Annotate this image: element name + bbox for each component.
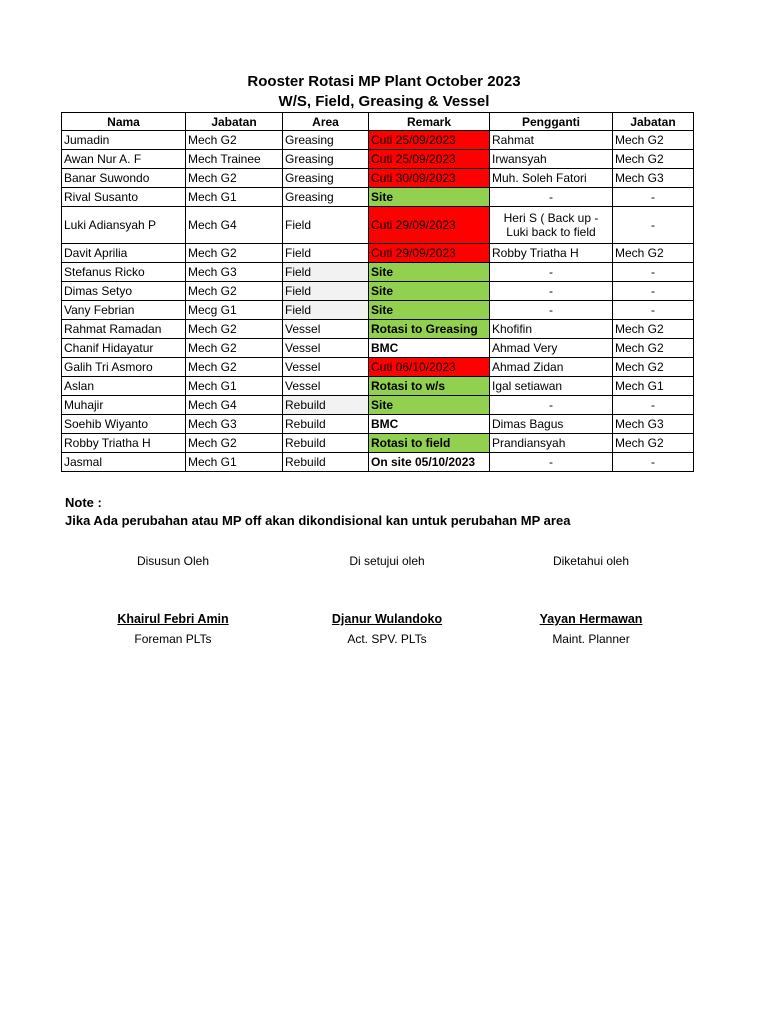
cell-jabatan-pengganti: Mech G2 [613, 358, 694, 377]
cell-nama: Aslan [62, 377, 186, 396]
cell-area: Rebuild [283, 453, 369, 472]
cell-remark: Cuti 06/10/2023 [369, 358, 490, 377]
signature-caption-diketahui: Diketahui oleh [552, 554, 630, 568]
cell-pengganti: - [490, 282, 613, 301]
cell-pengganti: Rahmat [490, 131, 613, 150]
cell-remark: Site [369, 282, 490, 301]
cell-nama: Jumadin [62, 131, 186, 150]
cell-nama: Robby Triatha H [62, 434, 186, 453]
table-row [62, 358, 694, 377]
cell-remark: Site [369, 301, 490, 320]
table-row [62, 150, 694, 169]
cell-remark: Rotasi to Greasing [369, 320, 490, 339]
table-row [62, 263, 694, 282]
cell-jabatan-pengganti: Mech G3 [613, 415, 694, 434]
cell-jabatan-pengganti: - [613, 396, 694, 415]
cell-nama: Rival Susanto [62, 188, 186, 207]
cell-nama: Chanif Hidayatur [62, 339, 186, 358]
cell-pengganti: Dimas Bagus [490, 415, 613, 434]
cell-jabatan: Mech G1 [186, 377, 283, 396]
cell-pengganti: - [490, 263, 613, 282]
cell-area: Field [283, 207, 369, 244]
note-label: Note : [65, 495, 102, 510]
table-row [62, 282, 694, 301]
cell-nama: Rahmat Ramadan [62, 320, 186, 339]
cell-jabatan: Mech Trainee [186, 150, 283, 169]
cell-jabatan: Mech G3 [186, 263, 283, 282]
cell-area: Field [283, 282, 369, 301]
header-nama: Nama [62, 113, 186, 131]
cell-pengganti: - [490, 396, 613, 415]
cell-area: Rebuild [283, 396, 369, 415]
table-row [62, 339, 694, 358]
cell-jabatan: Mech G3 [186, 415, 283, 434]
cell-nama: Vany Febrian [62, 301, 186, 320]
cell-nama: Soehib Wiyanto [62, 415, 186, 434]
cell-area: Field [283, 263, 369, 282]
table-row [62, 320, 694, 339]
cell-jabatan-pengganti: Mech G2 [613, 434, 694, 453]
cell-jabatan: Mech G4 [186, 396, 283, 415]
cell-jabatan: Mech G2 [186, 320, 283, 339]
cell-area: Field [283, 244, 369, 263]
cell-nama: Banar Suwondo [62, 169, 186, 188]
cell-jabatan-pengganti: Mech G2 [613, 320, 694, 339]
cell-pengganti: - [490, 301, 613, 320]
document-title: Rooster Rotasi MP Plant October 2023 [247, 73, 521, 90]
signature-role-supervisor: Act. SPV. PLTs [347, 632, 427, 646]
cell-remark: Cuti 30/09/2023 [369, 169, 490, 188]
table-row [62, 434, 694, 453]
header-area: Area [283, 113, 369, 131]
cell-remark: Site [369, 263, 490, 282]
cell-area: Vessel [283, 339, 369, 358]
signature-name-planner: Yayan Hermawan [539, 612, 643, 626]
roster-table [61, 112, 694, 472]
cell-jabatan-pengganti: - [613, 207, 694, 244]
cell-nama: Stefanus Ricko [62, 263, 186, 282]
cell-jabatan-pengganti: Mech G2 [613, 244, 694, 263]
cell-jabatan-pengganti: - [613, 263, 694, 282]
cell-pengganti: Prandiansyah [490, 434, 613, 453]
table-header-row [62, 113, 694, 131]
signature-role-planner: Maint. Planner [552, 632, 630, 646]
signature-role-foreman: Foreman PLTs [134, 632, 212, 646]
cell-area: Rebuild [283, 415, 369, 434]
cell-jabatan: Mech G2 [186, 339, 283, 358]
cell-pengganti: Robby Triatha H [490, 244, 613, 263]
cell-jabatan: Mech G2 [186, 244, 283, 263]
header-pengganti: Pengganti [490, 113, 613, 131]
cell-area: Field [283, 301, 369, 320]
header-jabatan: Jabatan [186, 113, 283, 131]
cell-jabatan: Mech G2 [186, 434, 283, 453]
table-row [62, 377, 694, 396]
cell-nama: Jasmal [62, 453, 186, 472]
cell-pengganti: Ahmad Zidan [490, 358, 613, 377]
cell-remark: Rotasi to w/s [369, 377, 490, 396]
cell-jabatan-pengganti: Mech G2 [613, 131, 694, 150]
cell-pengganti: Khofifin [490, 320, 613, 339]
cell-jabatan: Mech G1 [186, 453, 283, 472]
cell-jabatan-pengganti: Mech G1 [613, 377, 694, 396]
table-row [62, 415, 694, 434]
cell-jabatan-pengganti: - [613, 453, 694, 472]
cell-area: Rebuild [283, 434, 369, 453]
cell-pengganti: Irwansyah [490, 150, 613, 169]
cell-pengganti: Ahmad Very [490, 339, 613, 358]
cell-jabatan: Mech G2 [186, 358, 283, 377]
table-row [62, 453, 694, 472]
cell-area: Greasing [283, 188, 369, 207]
table-row [62, 169, 694, 188]
table-row [62, 396, 694, 415]
cell-remark: BMC [369, 339, 490, 358]
cell-area: Greasing [283, 169, 369, 188]
cell-jabatan-pengganti: Mech G2 [613, 339, 694, 358]
cell-pengganti: - [490, 453, 613, 472]
signature-name-supervisor: Djanur Wulandoko [331, 612, 443, 626]
table-row [62, 188, 694, 207]
cell-jabatan-pengganti: Mech G2 [613, 150, 694, 169]
cell-remark: Cuti 29/09/2023 [369, 244, 490, 263]
cell-area: Greasing [283, 131, 369, 150]
cell-pengganti: Igal setiawan [490, 377, 613, 396]
cell-remark: Cuti 25/09/2023 [369, 131, 490, 150]
cell-nama: Galih Tri Asmoro [62, 358, 186, 377]
roster-body [62, 131, 694, 472]
cell-pengganti: Muh. Soleh Fatori [490, 169, 613, 188]
cell-jabatan-pengganti: - [613, 188, 694, 207]
cell-jabatan: Mecg G1 [186, 301, 283, 320]
cell-jabatan: Mech G1 [186, 188, 283, 207]
cell-remark: Site [369, 396, 490, 415]
table-row [62, 131, 694, 150]
header-jabatan-pengganti: Jabatan [613, 113, 694, 131]
table-row [62, 244, 694, 263]
cell-nama: Dimas Setyo [62, 282, 186, 301]
cell-jabatan: Mech G4 [186, 207, 283, 244]
cell-area: Greasing [283, 150, 369, 169]
cell-jabatan: Mech G2 [186, 131, 283, 150]
table-row [62, 207, 694, 244]
table-row [62, 301, 694, 320]
cell-jabatan-pengganti: - [613, 301, 694, 320]
cell-area: Vessel [283, 377, 369, 396]
cell-jabatan: Mech G2 [186, 169, 283, 188]
signature-caption-disusun: Disusun Oleh [136, 554, 210, 568]
header-remark: Remark [369, 113, 490, 131]
cell-pengganti: - [490, 188, 613, 207]
cell-nama: Luki Adiansyah P [62, 207, 186, 244]
signature-name-foreman: Khairul Febri Amin [117, 612, 229, 626]
cell-area: Vessel [283, 358, 369, 377]
document-subtitle: W/S, Field, Greasing & Vessel [278, 93, 490, 110]
cell-jabatan-pengganti: Mech G3 [613, 169, 694, 188]
cell-area: Vessel [283, 320, 369, 339]
cell-nama: Davit Aprilia [62, 244, 186, 263]
signature-caption-disetujui: Di setujui oleh [349, 554, 425, 568]
cell-remark: Cuti 29/09/2023 [369, 207, 490, 244]
cell-jabatan-pengganti: - [613, 282, 694, 301]
cell-remark: Rotasi to field [369, 434, 490, 453]
cell-remark: BMC [369, 415, 490, 434]
cell-jabatan: Mech G2 [186, 282, 283, 301]
cell-nama: Awan Nur A. F [62, 150, 186, 169]
cell-remark: Cuti 25/09/2023 [369, 150, 490, 169]
cell-remark: On site 05/10/2023 [369, 453, 490, 472]
cell-pengganti: Heri S ( Back up - Luki back to field [490, 207, 613, 244]
note-text: Jika Ada perubahan atau MP off akan dikondisional kan untuk perubahan MP area [65, 513, 571, 528]
cell-remark: Site [369, 188, 490, 207]
cell-nama: Muhajir [62, 396, 186, 415]
